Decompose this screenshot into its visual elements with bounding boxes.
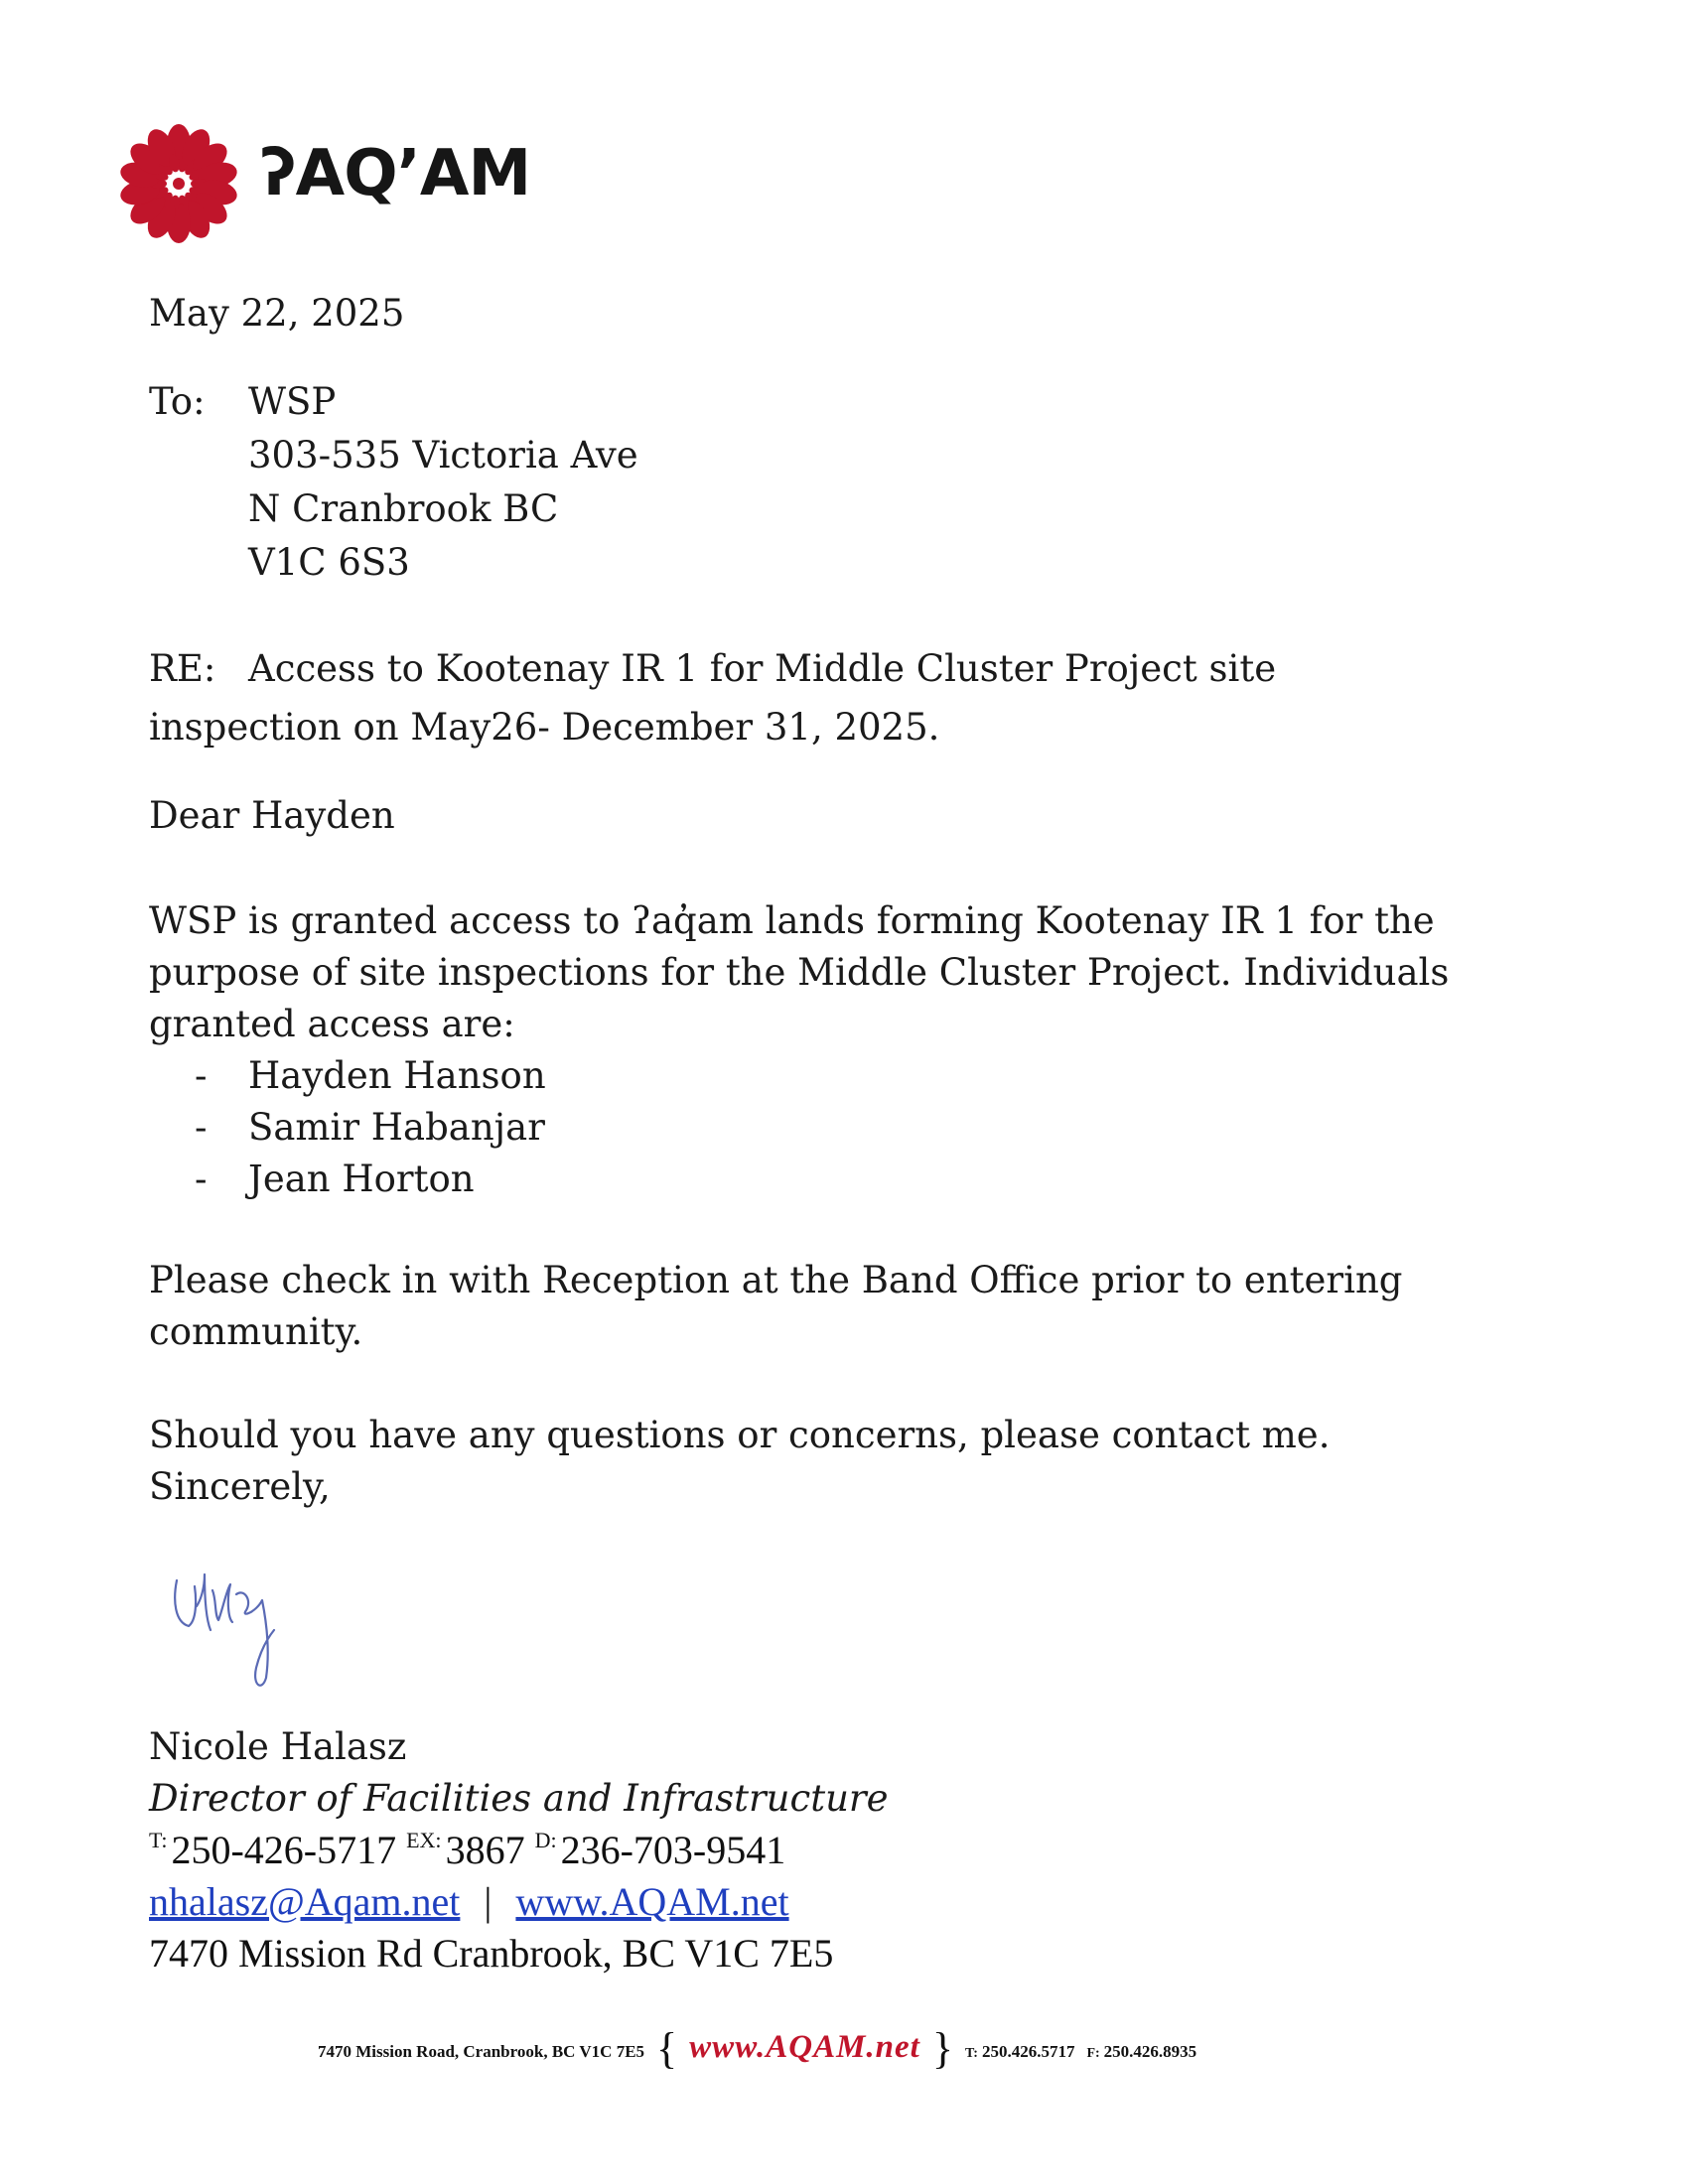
closing: Sincerely, [149, 1465, 331, 1508]
letterhead-footer [318, 2023, 1370, 2074]
footer-tel-label: T: [964, 2046, 978, 2061]
individual-name-2: Samir Habanjar [248, 1106, 545, 1149]
aqam-logo-flower-icon [116, 121, 245, 246]
footer-address: 7470 Mission Road, Cranbrook, BC V1C 7E5 [318, 2042, 645, 2061]
signer-name: Nicole Halasz [149, 1725, 407, 1768]
link-separator: | [484, 1879, 492, 1924]
extension-number: 3867 [445, 1828, 525, 1872]
check-in-paragraph: Please check in with Reception at the Band Office prior to entering community. [149, 1259, 1403, 1353]
email-link[interactable]: nhalasz@Aqam.net [149, 1879, 461, 1924]
re-label: RE: [149, 647, 216, 690]
contact-paragraph: Should you have any questions or concerns, please contact me. [149, 1414, 1331, 1456]
bullet-marker: - [195, 1054, 208, 1097]
footer-brace-open: { [656, 2024, 678, 2073]
subject-line-2: inspection on May26- December 31, 2025. [149, 706, 940, 749]
recipient-line-2: 303-535 Victoria Ave [248, 434, 638, 477]
recipient-line-4: V1C 6S3 [248, 541, 410, 584]
extension-label: EX: [406, 1828, 442, 1852]
letter-date: May 22, 2025 [149, 292, 405, 335]
footer-website: www.AQAM.net [689, 2029, 920, 2065]
phone-line [149, 1827, 785, 1873]
website-link[interactable]: www.AQAM.net [515, 1879, 789, 1924]
footer-brace-close: } [931, 2024, 953, 2073]
access-paragraph: WSP is granted access to ʔaq̓am lands forming Kootenay IR 1 for the purpose of site inspections for the Middle Cluster Project. Individuals granted access are: [149, 899, 1450, 1045]
footer-fax: 250.426.8935 [1103, 2042, 1197, 2061]
individual-name-1: Hayden Hanson [248, 1054, 546, 1097]
handwritten-signature [167, 1561, 296, 1700]
direct-number: 236-703-9541 [560, 1828, 786, 1872]
individual-name-3: Jean Horton [248, 1158, 475, 1200]
bullet-marker: - [195, 1158, 208, 1200]
bullet-marker: - [195, 1106, 208, 1149]
aqam-logo-wordmark: ʔAQ’AM [260, 137, 531, 210]
signer-address: 7470 Mission Rd Cranbrook, BC V1C 7E5 [149, 1931, 834, 1976]
recipient-line-3: N Cranbrook BC [248, 487, 559, 530]
signer-title: Director of Facilities and Infrastructure [149, 1777, 889, 1820]
footer-tel: 250.426.5717 [981, 2042, 1075, 2061]
links-line [149, 1878, 789, 1925]
phone-number: 250-426-5717 [171, 1828, 397, 1872]
footer-fax-label: F: [1086, 2046, 1100, 2061]
direct-label: D: [534, 1828, 557, 1852]
to-label: To: [149, 380, 206, 423]
subject-line-1: Access to Kootenay IR 1 for Middle Cluster Project site [248, 647, 1277, 690]
recipient-line-1: WSP [248, 380, 337, 423]
phone-label: T: [149, 1828, 168, 1852]
salutation: Dear Hayden [149, 794, 395, 837]
